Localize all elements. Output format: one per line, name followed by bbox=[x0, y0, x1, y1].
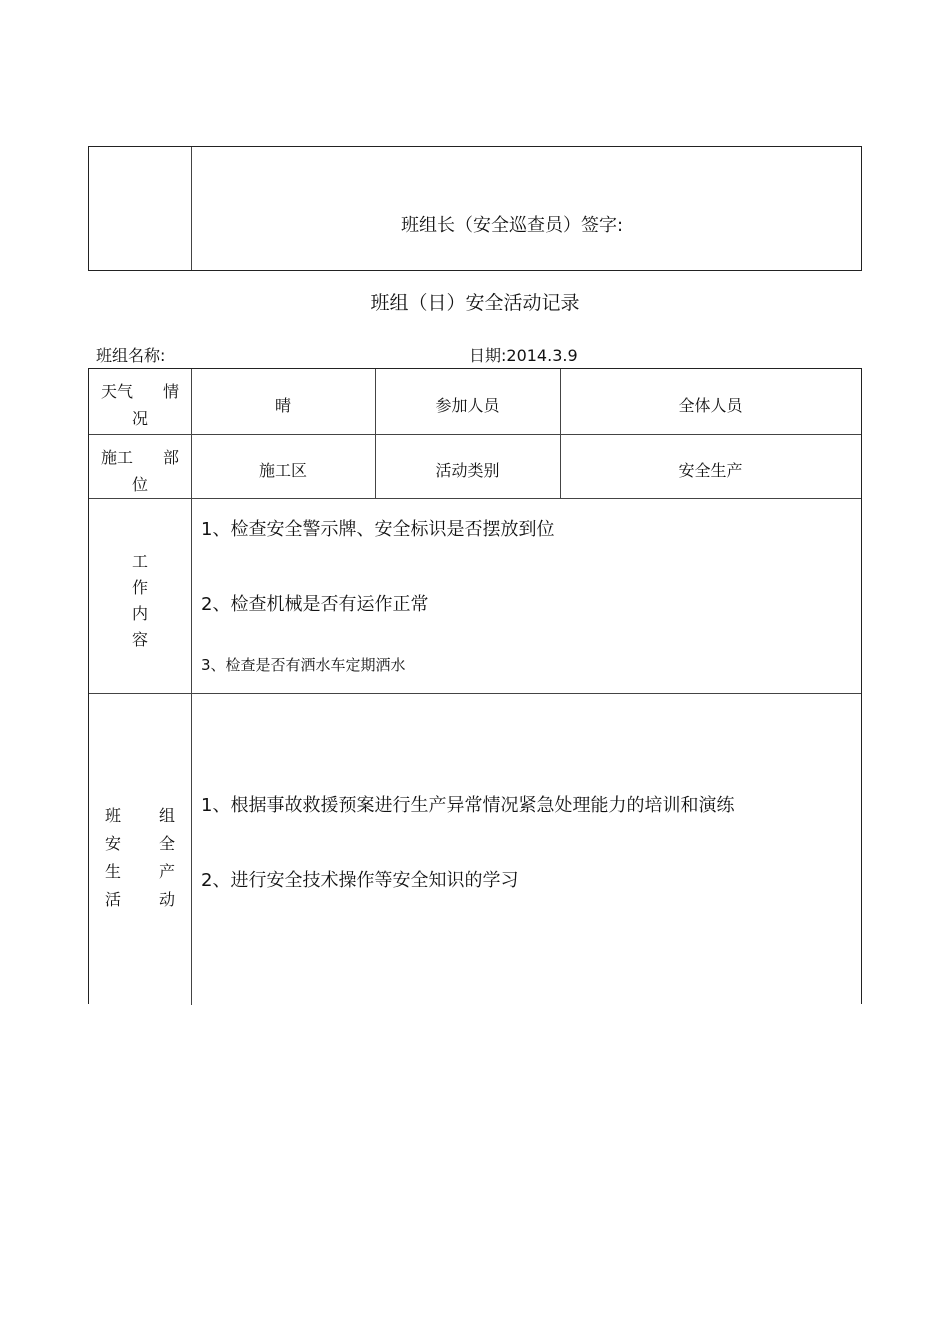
page-title: 班组（日）安全活动记录 bbox=[370, 292, 580, 314]
activity-type-value: 安全生产 bbox=[678, 461, 743, 480]
weather-label-part: 天气 bbox=[101, 382, 134, 401]
work-content-label-char: 容 bbox=[131, 630, 148, 649]
signature-box bbox=[88, 146, 862, 271]
team-activity-label-char: 产 bbox=[158, 862, 175, 881]
team-activity-item: 2、进行安全技术操作等安全知识的学习 bbox=[201, 870, 519, 891]
signature-label: 班组长（安全巡查员）签字: bbox=[401, 215, 624, 236]
team-name-label: 班组名称: bbox=[96, 346, 166, 365]
weather-label bbox=[101, 379, 179, 429]
work-content-label-char: 作 bbox=[131, 578, 148, 597]
row-divider bbox=[89, 498, 861, 499]
weather-value: 晴 bbox=[274, 396, 291, 415]
activity-record-table bbox=[88, 368, 862, 1004]
weather-label-part: 情 bbox=[162, 382, 179, 401]
team-activity-label bbox=[105, 803, 175, 910]
team-activity-label-char: 全 bbox=[158, 834, 175, 853]
work-content-item: 1、检查安全警示牌、安全标识是否摆放到位 bbox=[201, 519, 555, 540]
location-label-part: 位 bbox=[131, 475, 148, 494]
participants-value: 全体人员 bbox=[678, 396, 743, 415]
team-activity-label-char: 动 bbox=[158, 890, 175, 909]
signature-box-divider bbox=[191, 147, 192, 270]
location-label-part: 部 bbox=[162, 448, 179, 467]
row-divider bbox=[89, 693, 861, 694]
work-content-item: 2、检查机械是否有运作正常 bbox=[201, 594, 429, 615]
date-label: 日期:2014.3.9 bbox=[469, 346, 578, 365]
row-divider bbox=[89, 434, 861, 435]
team-activity-label-char: 活 bbox=[105, 890, 122, 909]
team-activity-item: 1、根据事故救援预案进行生产异常情况紧急处理能力的培训和演练 bbox=[201, 795, 735, 816]
work-content-label bbox=[89, 549, 191, 650]
activity-type-label: 活动类别 bbox=[435, 461, 500, 480]
work-content-label-char: 工 bbox=[131, 552, 148, 571]
work-content-item: 3、检查是否有洒水车定期洒水 bbox=[201, 656, 406, 674]
location-label bbox=[101, 445, 179, 495]
team-activity-label-char: 生 bbox=[105, 862, 122, 881]
work-content-label-char: 内 bbox=[131, 604, 148, 623]
team-activity-label-char: 组 bbox=[158, 806, 175, 825]
team-activity-label-char: 班 bbox=[105, 806, 122, 825]
participants-label: 参加人员 bbox=[435, 396, 500, 415]
location-value: 施工区 bbox=[258, 461, 307, 480]
location-label-part: 施工 bbox=[101, 448, 134, 467]
weather-label-part: 况 bbox=[131, 409, 148, 428]
team-activity-label-char: 安 bbox=[105, 834, 122, 853]
